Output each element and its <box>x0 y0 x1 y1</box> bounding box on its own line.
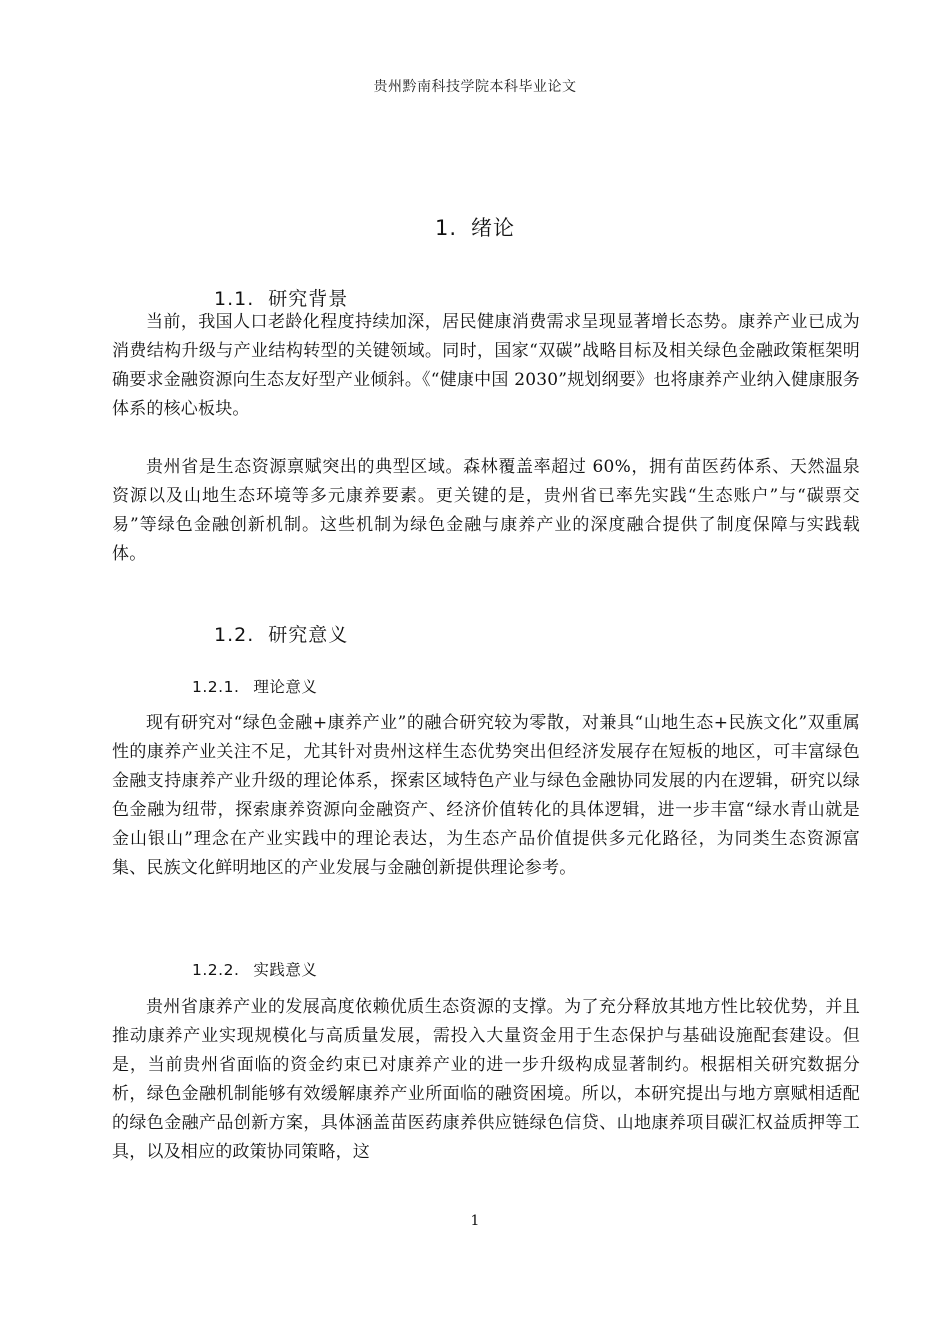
subsection-number: 1.2.1. <box>192 678 240 696</box>
running-header: 贵州黔南科技学院本科毕业论文 <box>373 79 577 95</box>
chapter-number: 1. <box>434 216 458 240</box>
subsection-title: 理论意义 <box>253 678 318 696</box>
page-number: 1 <box>470 1213 480 1229</box>
paragraph-theory: 现有研究对“绿色金融+康养产业”的融合研究较为零散，对兼具“山地生态+民族文化”双重属性的康养产业关注不足，尤其针对贵州这样生态优势突出但经济发展存在短板的地区，可丰富绿色金融支持康养产业升级的理论体系，探索区域特色产业与绿色金融协同发展的内在逻辑，研究以绿色金融为纽带，探索康养资源向金融资产、经济价值转化的具体逻辑，进一步丰富“绿水青山就是金山银山”理念在产业实践中的理论表达，为生态产品价值提供多元化路径，为同类生态资源富集、民族文化鲜明地区的产业发展与金融创新提供理论参考。 <box>112 713 860 878</box>
section-number: 1.1. <box>214 288 255 310</box>
header-divider <box>112 100 860 101</box>
subsection-number: 1.2.2. <box>192 961 240 979</box>
paragraph-background-2: 贵州省是生态资源禀赋突出的典型区域。森林覆盖率超过 60%，拥有苗医药体系、天然温泉资源以及山地生态环境等多元康养要素。更关键的是，贵州省已率先实践“生态账户”与“碳票交易”等绿色金融创新机制。这些机制为绿色金融与康养产业的深度融合提供了制度保障与实践载体。 <box>112 457 860 564</box>
subsection-title: 实践意义 <box>253 961 318 979</box>
subsection-heading-practice <box>192 958 317 980</box>
paragraph-practice: 贵州省康养产业的发展高度依赖优质生态资源的支撑。为了充分释放其地方性比较优势，并且推动康养产业实现规模化与高质量发展，需投入大量资金用于生态保护与基础设施配套建设。但是，当前贵州省面临的资金约束已对康养产业的进一步升级构成显著制约。根据相关研究数据分析，绿色金融机制能够有效缓解康养产业所面临的融资困境。所以，本研究提出与地方禀赋相适配的绿色金融产品创新方案，具体涵盖苗医药康养供应链绿色信贷、山地康养项目碳汇权益质押等工具，以及相应的政策协同策略，这 <box>112 997 860 1162</box>
section-title: 研究背景 <box>268 288 349 310</box>
chapter-title: 绪论 <box>471 216 516 240</box>
subsection-heading-theory <box>192 675 317 697</box>
chapter-heading <box>0 212 950 242</box>
section-title: 研究意义 <box>268 624 349 646</box>
section-heading-significance <box>214 620 348 647</box>
section-number: 1.2. <box>214 624 255 646</box>
paragraph-background-1: 当前，我国人口老龄化程度持续加深，居民健康消费需求呈现显著增长态势。康养产业已成为消费结构升级与产业结构转型的关键领域。同时，国家“双碳”战略目标及相关绿色金融政策框架明确要求金融资源向生态友好型产业倾斜。《“健康中国 2030”规划纲要》也将康养产业纳入健康服务体系的核心板块。 <box>112 312 860 419</box>
section-heading-background <box>214 284 348 311</box>
